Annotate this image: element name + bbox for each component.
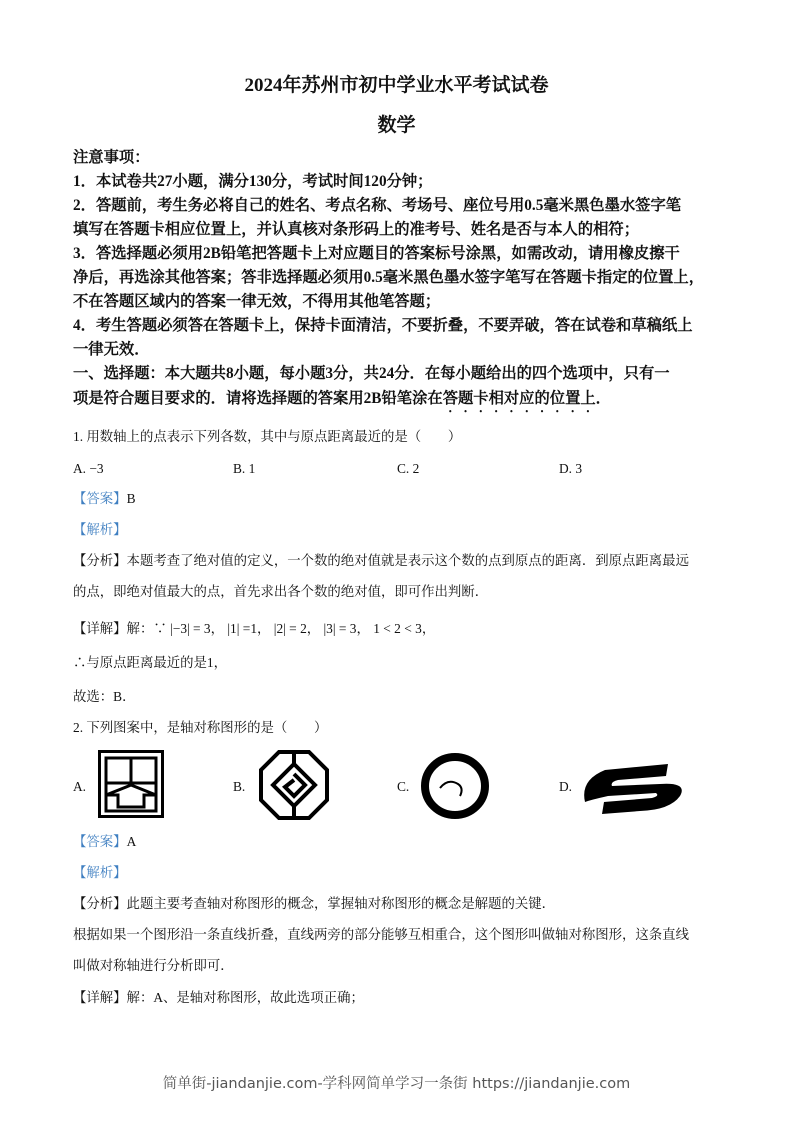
question-stem: 1. 用数轴上的点表示下列各数，其中与原点距离最近的是（ ） (73, 429, 462, 444)
notice-line: 净后，再选涂其他答案；答非选择题必须用0.5毫米黑色墨水签字笔写在答题卡指定的位置上， (73, 269, 704, 286)
choose-text: 故选：B． (73, 689, 136, 704)
analysis-text: 【分析】本题考查了绝对值的定义，一个数的绝对值就是表示这个数的点到原点的距离．到原点距离最远 (73, 553, 689, 568)
notice-line: 填写在答题卡相应位置上，并认真核对条形码上的准考号、姓名是否与本人的相符； (73, 221, 639, 238)
conclusion-text: ∴与原点距离最近的是1， (73, 655, 227, 670)
section-text: 项是符合题目要求的．请将选择题的答案用2B铅笔涂在 (73, 390, 443, 407)
subject-title: 数学 (377, 115, 416, 136)
notice-line: 不在答题区域内的答案一律无效，不得用其他笔答题； (73, 293, 441, 310)
pattern-c-figure (420, 752, 490, 820)
question-stem: 2. 下列图案中，是轴对称图形的是（ ） (73, 720, 328, 735)
pattern-b-figure (259, 750, 329, 820)
analysis-tag: 【解析】 (73, 522, 127, 537)
footer-watermark: 简单街-jiandanjie.com-学科网简单学习一条街 https://jiandanjie.com (162, 1076, 631, 1092)
section-heading-cont (73, 390, 611, 416)
analysis-text: 根据如果一个图形沿一条直线折叠，直线两旁的部分能够互相重合，这个图形叫做轴对称图形，这条直线 (73, 927, 689, 942)
section-emphasis: 答题卡相对应的位置上 (442, 390, 596, 407)
option-b: B. 1 (233, 461, 256, 476)
section-heading: 一、选择题：本大题共8小题，每小题3分，共24分．在每小题给出的四个选项中，只有一 (73, 365, 670, 382)
option-a: A. −3 (73, 461, 104, 476)
pattern-a-figure (98, 750, 164, 818)
answer-line (73, 492, 136, 505)
detail-text: 【详解】解：A、是轴对称图形，故此选项正确； (73, 990, 364, 1005)
notice-heading: 注意事项： (73, 149, 150, 166)
option-c: C. (397, 779, 410, 794)
option-c: C. 2 (397, 461, 420, 476)
notice-line: 2．答题前，考生务必将自己的姓名、考点名称、考场号、座位号用0.5毫米黑色墨水签字笔 (73, 197, 682, 214)
option-d: D. 3 (559, 461, 583, 476)
answer-line (73, 835, 136, 848)
page-title: 2024年苏州市初中学业水平考试试卷 (244, 75, 549, 96)
answer-value: A (126, 834, 137, 849)
analysis-text: 【分析】此题主要考查轴对称图形的概念，掌握轴对称图形的概念是解题的关键． (73, 896, 556, 911)
detail-text: 【详解】解：∵ |−3| = 3， |1| =1， |2| = 2， |3| = 3， 1 < 2 < 3， (73, 621, 436, 636)
notice-line: 一律无效． (73, 341, 150, 358)
notice-line: 1．本试卷共27小题，满分130分，考试时间120分钟； (73, 173, 433, 190)
option-d: D. (559, 779, 573, 794)
analysis-text: 的点，即绝对值最大的点，首先求出各个数的绝对值，即可作出判断． (73, 584, 489, 599)
section-text-end: ． (595, 390, 611, 407)
analysis-tag: 【解析】 (73, 865, 127, 880)
answer-value: B (126, 491, 136, 506)
answer-tag: 【答案】 (73, 834, 127, 849)
option-b: B. (233, 779, 246, 794)
notice-line: 3．答选择题必须用2B铅笔把答题卡上对应题目的答案标号涂黑，如需改动，请用橡皮擦干 (73, 245, 680, 262)
pattern-d-figure (580, 760, 690, 815)
notice-line: 4．考生答题必须答在答题卡上，保持卡面清洁，不要折叠，不要弄破，答在试卷和草稿纸上 (73, 317, 693, 334)
answer-tag: 【答案】 (73, 491, 127, 506)
option-a: A. (73, 779, 87, 794)
analysis-text: 叫做对称轴进行分析即可． (73, 958, 234, 973)
